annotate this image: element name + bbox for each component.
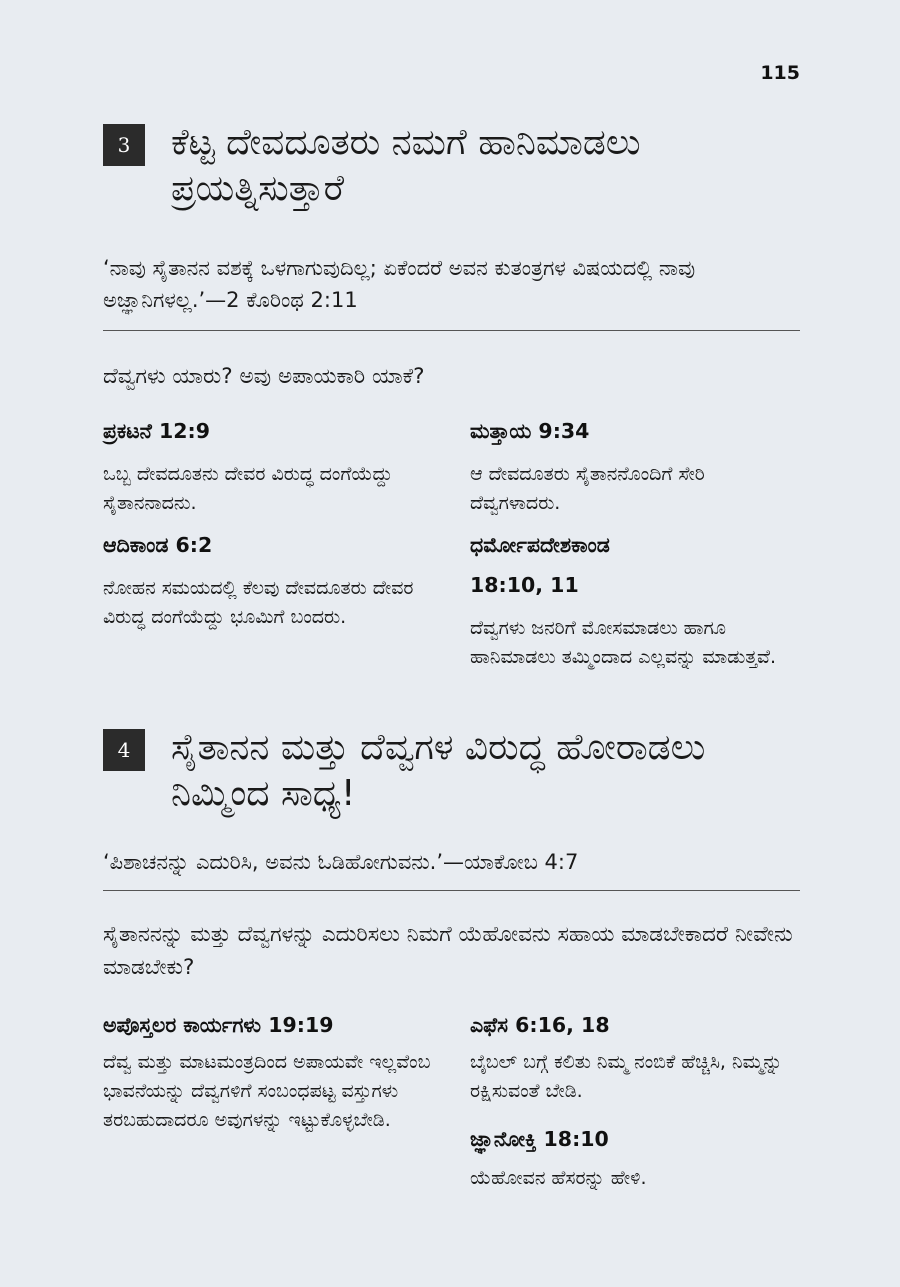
divider [103,890,800,891]
scripture-reference: ಅಪೊಸ್ತಲರ ಕಾರ್ಯಗಳು 19:19 [103,1013,334,1037]
key-scripture-quote: ‘ನಾವು ಸೈತಾನನ ವಶಕ್ಕೆ ಒಳಗಾಗುವುದಿಲ್ಲ; ಏಕೆಂದರೆ ಅವನ ಕುತಂತ್ರಗಳ ವಿಷಯದಲ್ಲಿ ನಾವು ಅಜ್ಞಾನಿಗಳಲ್ಲ.’—2 ಕೊರಿಂಥ 2:11 [103,256,696,312]
scripture-summary: ಬೈಬಲ್ ಬಗ್ಗೆ ಕಲಿತು ನಿಮ್ಮ ನಂಬಿಕೆ ಹೆಚ್ಚಿಸಿ, ನಿಮ್ಮನ್ನು ರಕ್ಷಿಸುವಂತೆ ಬೇಡಿ. [470,1051,783,1102]
scripture-summary: ದೆವ್ವಗಳು ಜನರಿಗೆ ಮೋಸಮಾಡಲು ಹಾಗೂ ಹಾನಿಮಾಡಲು ತಮ್ಮಿಂದಾದ ಎಲ್ಲವನ್ನು ಮಾಡುತ್ತವೆ. [470,617,777,668]
scripture-summary: ಯೆಹೋವನ ಹೆಸರನ್ನು ಹೇಳಿ. [470,1167,647,1189]
page-number: 115 [760,62,800,84]
divider [103,330,800,331]
scripture-reference: ಎಫೆಸ 6:16, 18 [470,1013,610,1037]
scripture-reference: ಜ್ಞಾನೋಕ್ತಿ 18:10 [470,1127,609,1151]
scripture-summary: ದೆವ್ವ ಮತ್ತು ಮಾಟಮಂತ್ರದಿಂದ ಅಪಾಯವೇ ಇಲ್ಲವೆಂಬ ಭಾವನೆಯನ್ನು ದೆವ್ವಗಳಿಗೆ ಸಂಬಂಧಪಟ್ಟ ವಸ್ತುಗಳು ತರಬಹುದಾದರೂ ಅವುಗಳನ್ನು ಇಟ್ಟುಕೊಳ್ಳಬೇಡಿ. [103,1051,431,1131]
scripture-reference-verses: 18:10, 11 [470,573,579,597]
scripture-summary: ನೋಹನ ಸಮಯದಲ್ಲಿ ಕೆಲವು ದೇವದೂತರು ದೇವರ ವಿರುದ್ಧ ದಂಗೆಯೆದ್ದು ಭೂಮಿಗೆ ಬಂದರು. [103,577,414,628]
scripture-summary: ಆ ದೇವದೂತರು ಸೈತಾನನೊಂದಿಗೆ ಸೇರಿ ದೆವ್ವಗಳಾದರು. [470,463,705,514]
discussion-question: ದೆವ್ವಗಳು ಯಾರು? ಅವು ಅಪಾಯಕಾರಿ ಯಾಕೆ? [103,364,425,389]
scripture-reference: ಧರ್ಮೋಪದೇಶಕಾಂಡ [470,533,610,557]
key-scripture-quote: ‘ಪಿಶಾಚನನ್ನು ಎದುರಿಸಿ, ಅವನು ಓಡಿಹೋಗುವನು.’—ಯಾಕೋಬ 4:7 [103,850,579,874]
section-number-badge: 3 [103,124,145,166]
section-4-heading [103,725,791,817]
scripture-reference: ಆದಿಕಾಂಡ 6:2 [103,533,213,557]
scripture-reference: ಪ್ರಕಟನೆ 12:9 [103,419,210,443]
scripture-summary: ಒಬ್ಬ ದೇವದೂತನು ದೇವರ ವಿರುದ್ಧ ದಂಗೆಯೆದ್ದು ಸೈತಾನನಾದನು. [103,463,393,514]
scripture-reference: ಮತ್ತಾಯ 9:34 [470,419,590,443]
section-3-heading [103,120,791,212]
section-title: ಸೈತಾನನ ಮತ್ತು ದೆವ್ವಗಳ ವಿರುದ್ಧ ಹೋರಾಡಲು ನಿಮ್ಮಿಂದ ಸಾಧ್ಯ! [171,727,706,814]
discussion-question: ಸೈತಾನನನ್ನು ಮತ್ತು ದೆವ್ವಗಳನ್ನು ಎದುರಿಸಲು ನಿಮಗೆ ಯೆಹೋವನು ಸಹಾಯ ಮಾಡಬೇಕಾದರೆ ನೀವೇನು ಮಾಡಬೇಕು? [103,922,793,980]
section-title: ಕೆಟ್ಟ ದೇವದೂತರು ನಮಗೆ ಹಾನಿಮಾಡಲು ಪ್ರಯತ್ನಿಸುತ್ತಾರೆ [171,122,641,209]
section-number-badge: 4 [103,729,145,771]
